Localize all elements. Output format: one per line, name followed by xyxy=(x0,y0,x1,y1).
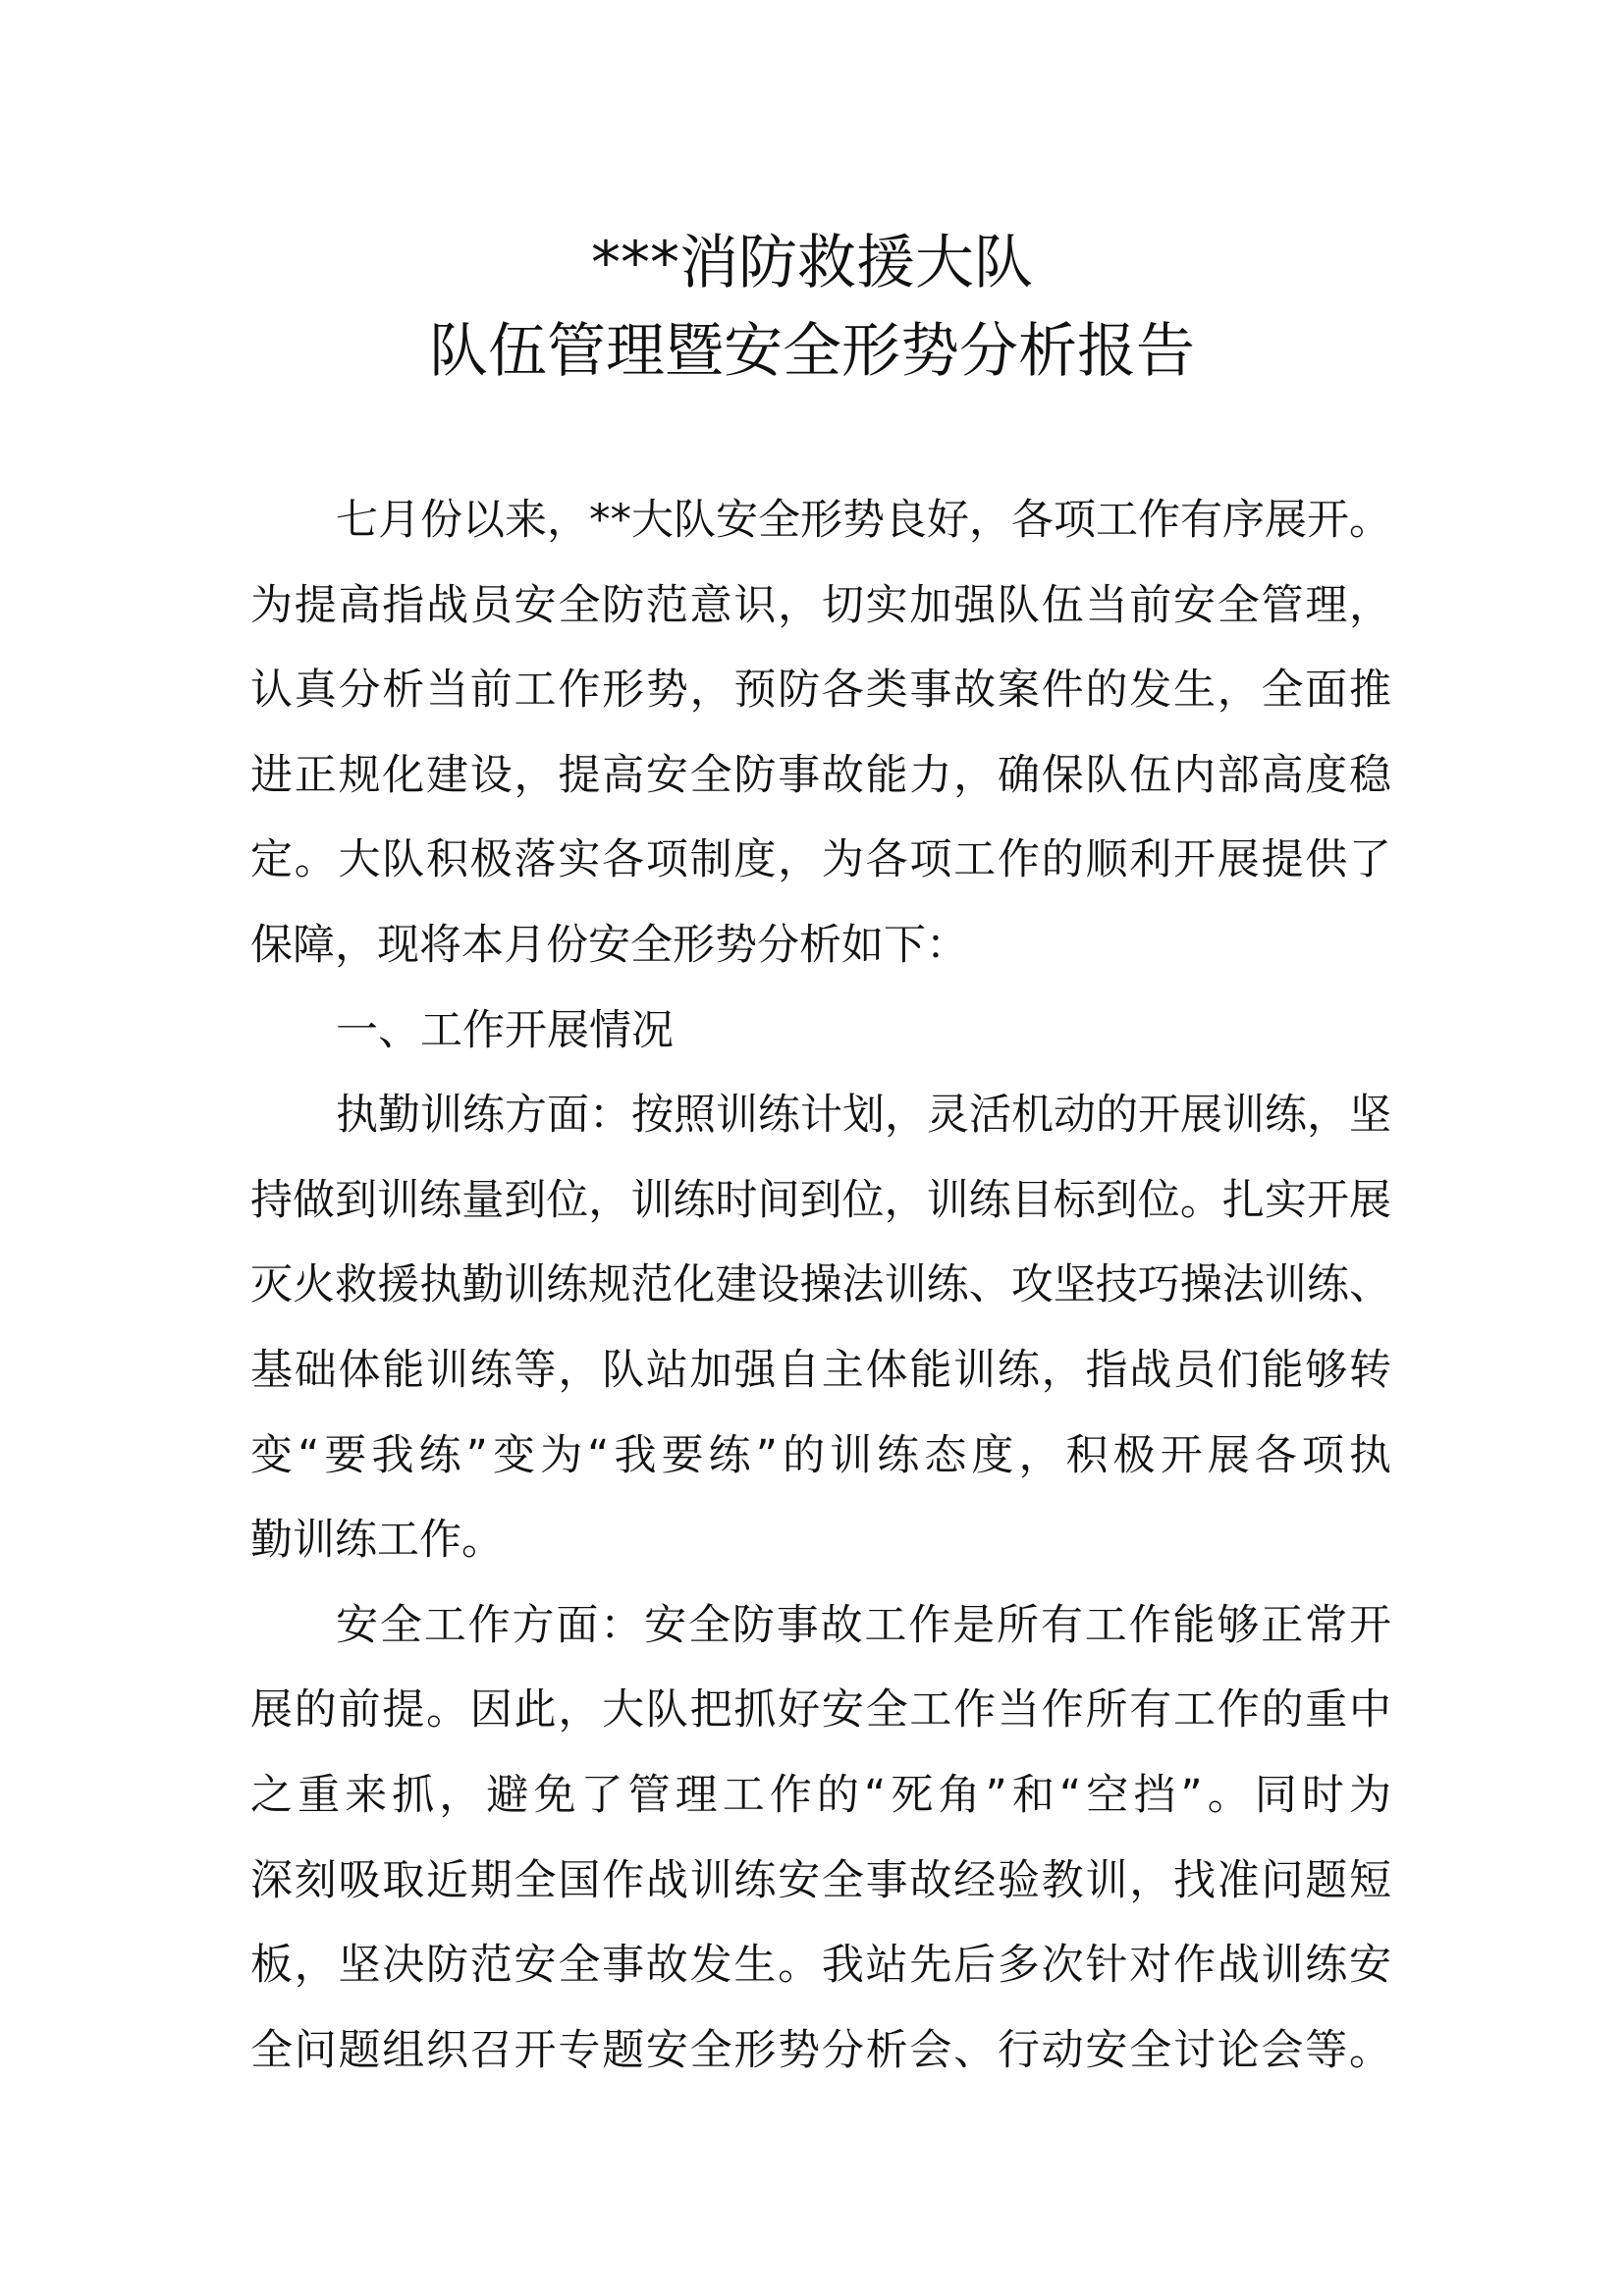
paragraph-line: 定。大队积极落实各项制度，为各项工作的顺利开展提供了 xyxy=(250,835,1391,885)
paragraph-line: 基础体能训练等，队站加强自主体能训练，指战员们能够转 xyxy=(250,1345,1391,1395)
document-title-line-2: 队伍管理暨安全形势分析报告 xyxy=(429,317,1195,386)
document-title-line-1: ***消防救援大队 xyxy=(591,229,1033,297)
paragraph-line: 勤训练工作。 xyxy=(250,1516,504,1566)
paragraph-line: 板，坚决防范安全事故发生。我站先后多次针对作战训练安 xyxy=(250,1941,1391,1991)
paragraph-line: 全问题组织召开专题安全形势分析会、行动安全讨论会等。 xyxy=(250,2025,1391,2075)
paragraph-line: 进正规化建设，提高安全防事故能力，确保队伍内部高度稳 xyxy=(250,750,1391,800)
paragraph-line: 之重来抓，避免了管理工作的“死角”和“空挡”。同时为 xyxy=(250,1770,1391,1820)
paragraph-line: 深刻吸取近期全国作战训练安全事故经验教训，找准问题短 xyxy=(250,1855,1391,1905)
section-heading: 一、工作开展情况 xyxy=(336,1005,674,1055)
paragraph-line: 灭火救援执勤训练规范化建设操法训练、攻坚技巧操法训练、 xyxy=(250,1260,1391,1310)
paragraph-line: 认真分析当前工作形势，预防各类事故案件的发生，全面推 xyxy=(250,666,1391,716)
paragraph-line: 七月份以来，**大队安全形势良好，各项工作有序展开。 xyxy=(336,496,1391,545)
paragraph-line: 持做到训练量到位，训练时间到位，训练目标到位。扎实开展 xyxy=(250,1175,1391,1225)
paragraph-line: 保障，现将本月份安全形势分析如下： xyxy=(250,920,968,970)
document-body xyxy=(250,478,1391,2093)
paragraph-line: 为提高指战员安全防范意识，切实加强队伍当前安全管理， xyxy=(250,580,1391,630)
paragraph-line: 安全工作方面：安全防事故工作是所有工作能够正常开 xyxy=(336,1600,1391,1650)
paragraph-line: 变“要我练”变为“我要练”的训练态度，积极开展各项执 xyxy=(250,1430,1391,1480)
paragraph-line: 展的前提。因此，大队把抓好安全工作当作所有工作的重中 xyxy=(250,1685,1391,1735)
paragraph-line: 执勤训练方面：按照训练计划，灵活机动的开展训练，坚 xyxy=(336,1091,1391,1141)
